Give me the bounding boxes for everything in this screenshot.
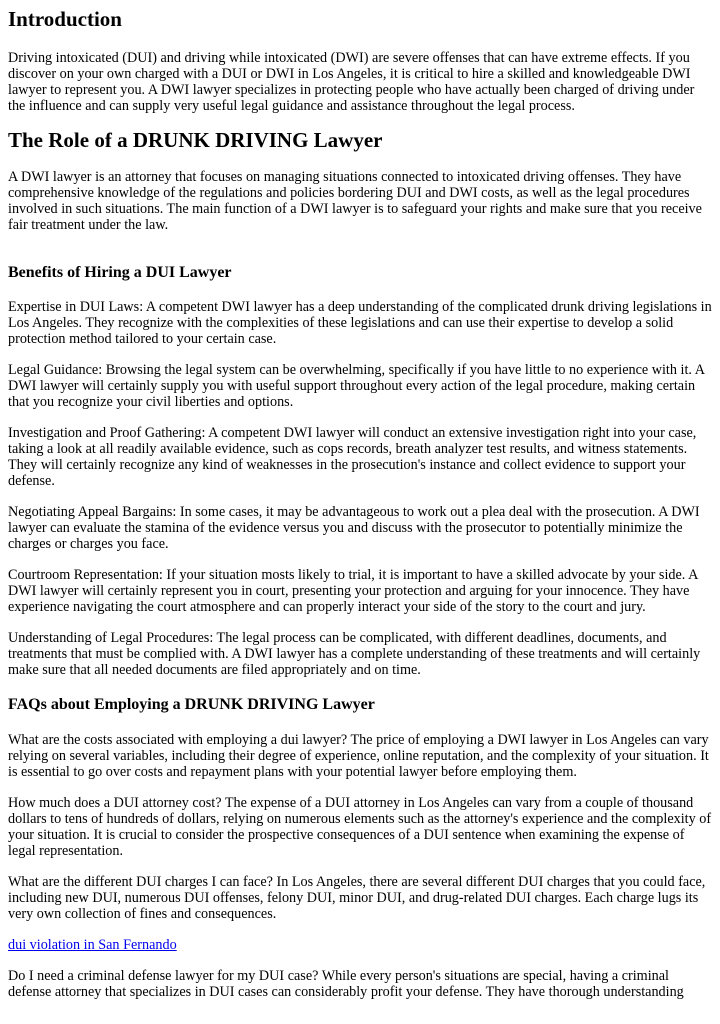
intro-heading: Introduction	[8, 7, 122, 31]
benefit-paragraph: Expertise in DUI Laws: A competent DWI lawyer has a deep understanding of the complicated drunk driving legislations in Los Angeles. They recognize with the complexities of these legislations and can use their expertise to develop a solid protection method tailored to your certain case.	[8, 299, 712, 347]
benefit-paragraph: Legal Guidance: Browsing the legal system can be overwhelming, specifically if you have little to no experience with it. A DWI lawyer will certainly supply you with useful support throughout every action of the legal procedure, making certain that you recognize your civil liberties and options.	[8, 362, 705, 410]
faq-paragraph: How much does a DUI attorney cost? The expense of a DUI attorney in Los Angeles can vary from a couple of thousand dollars to tens of hundreds of dollars, relying on numerous elements such as the attorney's experience and the complexity of your situation. It is crucial to consider the prospective consequences of a DUI sentence when examining the expense of legal representation.	[8, 795, 712, 859]
benefit-paragraph: Negotiating Appeal Bargains: In some cases, it may be advantageous to work out a plea deal with the prosecution. A DWI lawyer can evaluate the stamina of the evidence versus you and discuss with the prosecutor to potentially minimize the charges or charges you face.	[8, 504, 700, 552]
faq-paragraph: What are the costs associated with employing a dui lawyer? The price of employing a DWI lawyer in Los Angeles can vary relying on several variables, including their degree of experience, online reputation, and the complexity of your situation. It is essential to go over costs and repayment plans with your potential lawyer before employing them.	[8, 732, 709, 780]
faqs-heading: FAQs about Employing a DRUNK DRIVING Lawyer	[8, 696, 375, 713]
benefit-paragraph: Courtroom Representation: If your situation mosts likely to trial, it is important to have a skilled advocate by your side. A DWI lawyer will certainly represent you in court, presenting your protection and arguing for your innocence. They have experience navigating the court atmosphere and can properly interact your side of the story to the court and jury.	[8, 567, 698, 615]
role-heading: The Role of a DRUNK DRIVING Lawyer	[8, 128, 383, 152]
role-paragraph: A DWI lawyer is an attorney that focuses on managing situations connected to intoxicated driving offenses. They have comprehensive knowledge of the regulations and policies bordering DUI and DWI costs, as well as the legal procedures involved in such situations. The main function of a DWI lawyer is to safeguard your rights and make sure that you receive fair treatment under the law.	[8, 169, 702, 233]
faq-paragraph: Do I need a criminal defense lawyer for my DUI case? While every person's situations are special, having a criminal defense attorney that specializes in DUI cases can considerably profit your defense. They have thorough understanding	[8, 968, 684, 1000]
benefit-paragraph: Investigation and Proof Gathering: A competent DWI lawyer will conduct an extensive investigation right into your case, taking a look at all readily available evidence, such as cops records, breath analyzer test results, and witness statements. They will certainly recognize any kind of weaknesses in the prosecution's instance and collect evidence to support your defense.	[8, 425, 697, 489]
spacer	[8, 33, 712, 50]
intro-paragraph: Driving intoxicated (DUI) and driving while intoxicated (DWI) are severe offenses that can have extreme effects. If you discover on your own charged with a DUI or DWI in Los Angeles, it is critical to hire a skilled and knowledgeable DWI lawyer to represent you. A DWI lawyer specializes in protecting people who have actually been charged of driving under the influence and can supply very useful legal guidance and assistance throughout the legal process.	[8, 50, 695, 114]
benefit-paragraph: Understanding of Legal Procedures: The legal process can be complicated, with different deadlines, documents, and treatments that must be complied with. A DWI lawyer has a complete understanding of these treatments and will certainly make sure that all needed documents are filed appropriately and on time.	[8, 630, 701, 678]
dui-violation-link[interactable]: dui violation in San Fernando	[8, 937, 177, 953]
link-paragraph	[8, 937, 712, 953]
benefits-heading: Benefits of Hiring a DUI Lawyer	[8, 264, 232, 281]
document-page	[0, 6, 720, 1000]
faq-paragraph: What are the different DUI charges I can face? In Los Angeles, there are several different DUI charges that you could face, including new DUI, numerous DUI offenses, felony DUI, minor DUI, and drug-related DUI charges. Each charge lugs its very own collection of fines and consequences.	[8, 874, 706, 922]
